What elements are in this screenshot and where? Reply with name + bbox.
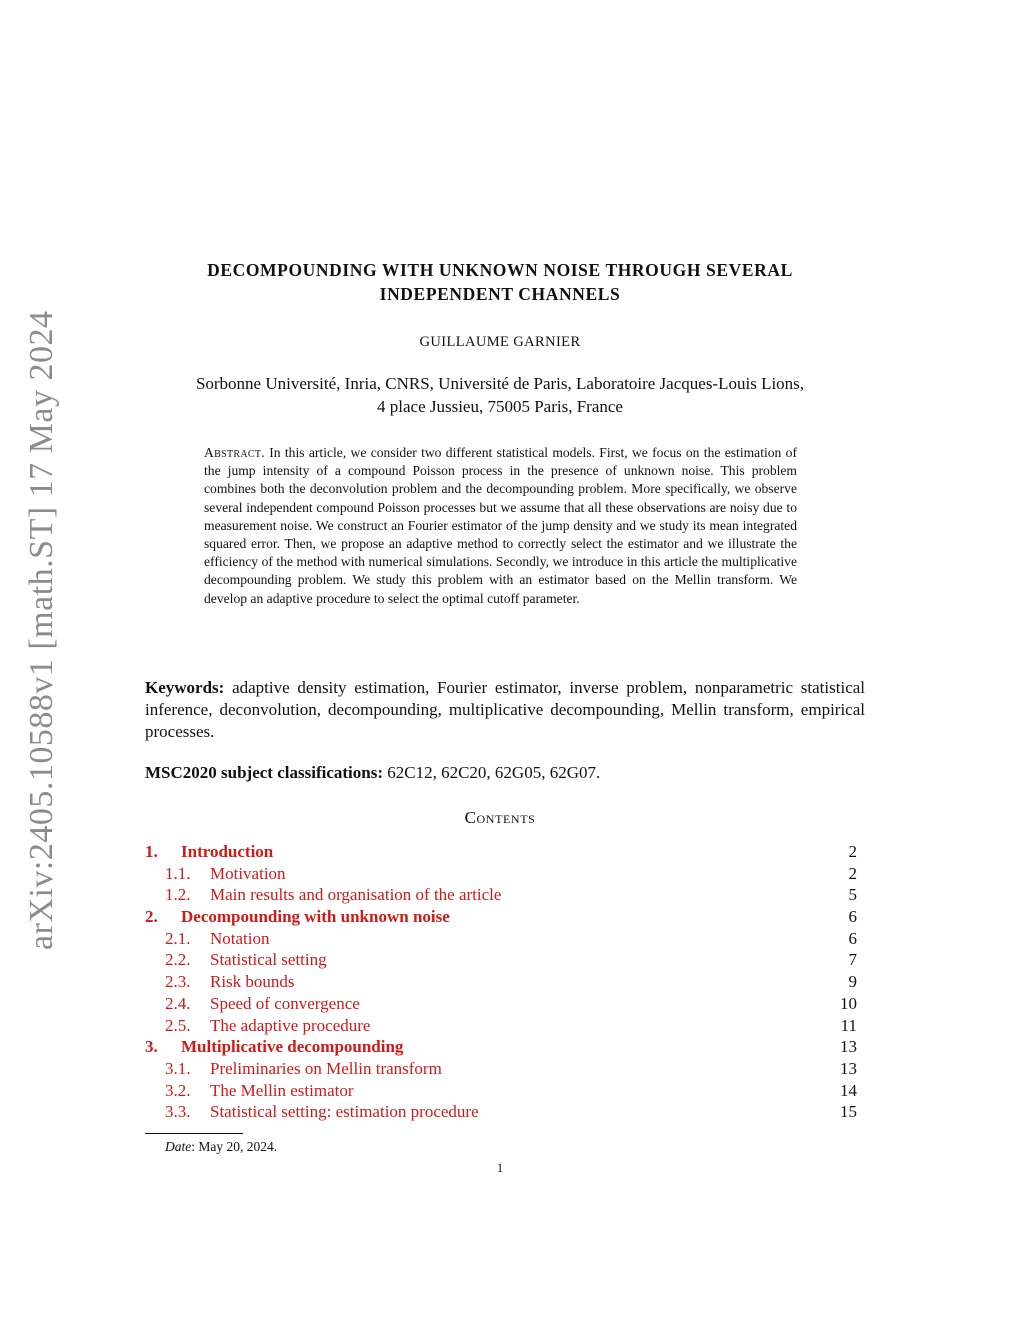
- toc-entry-page: 2: [848, 842, 857, 861]
- keywords-text: adaptive density estimation, Fourier estimator, inverse problem, nonparametric statistical inference, deconvolution, decompounding, multiplicative decompounding, Mellin transform, empirical processes.: [145, 678, 866, 741]
- keywords-label: Keywords:: [145, 678, 225, 697]
- toc-entry-number[interactable]: 2.: [145, 907, 158, 927]
- toc-entry-page: 5: [848, 885, 857, 905]
- paper-title: [140, 258, 860, 306]
- toc-entry-number[interactable]: 3.1.: [165, 1058, 191, 1078]
- toc-entry[interactable]: [145, 1101, 857, 1123]
- footnote-divider: [145, 1133, 243, 1134]
- toc-entry[interactable]: [145, 971, 857, 993]
- toc-entry-number[interactable]: 2.5.: [165, 1015, 191, 1035]
- affiliation-line-2: 4 place Jussieu, 75005 Paris, France: [377, 397, 623, 416]
- toc-entry[interactable]: [145, 1036, 857, 1058]
- footnote-label: Date: [165, 1139, 192, 1154]
- toc-entry-page: 14: [840, 1080, 857, 1100]
- toc-entry-number[interactable]: 3.2.: [165, 1080, 191, 1100]
- toc-entry-number[interactable]: 1.1.: [165, 863, 191, 883]
- toc-entry[interactable]: [145, 1015, 857, 1037]
- toc-entry-number[interactable]: 2.3.: [165, 972, 191, 992]
- toc-entry[interactable]: [145, 884, 857, 906]
- footnote-text: : May 20, 2024.: [191, 1139, 278, 1154]
- toc-entry-page: 7: [848, 950, 857, 970]
- abstract: [204, 444, 797, 608]
- toc-entry-link[interactable]: Main results and organisation of the article: [210, 885, 502, 905]
- toc-entry[interactable]: [145, 841, 857, 863]
- toc-entry-link[interactable]: Preliminaries on Mellin transform: [210, 1058, 442, 1078]
- toc-entry-page: 10: [840, 993, 857, 1013]
- toc-entry-page: 9: [848, 972, 857, 992]
- toc-entry-page: 2: [848, 863, 857, 883]
- affiliation-line-1: Sorbonne Université, Inria, CNRS, Université de Paris, Laboratoire Jacques-Louis Lions,: [195, 374, 805, 393]
- toc-entry-link[interactable]: Introduction: [181, 842, 274, 861]
- toc-entry-page: 13: [840, 1037, 857, 1057]
- contents-heading: Contents: [464, 808, 536, 827]
- arxiv-identifier-stamp: arXiv:2405.10588v1 [math.ST] 17 May 2024: [23, 310, 60, 950]
- page-number: 1: [496, 1161, 504, 1175]
- paper-title-line-2: INDEPENDENT CHANNELS: [379, 284, 621, 304]
- toc-entry-page: 6: [848, 907, 857, 927]
- toc-entry-link[interactable]: Risk bounds: [210, 972, 295, 992]
- toc-entry-number[interactable]: 3.3.: [165, 1102, 191, 1122]
- author-name: GUILLAUME GARNIER: [419, 334, 581, 350]
- toc-entry[interactable]: [145, 906, 857, 928]
- toc-entry-link[interactable]: Decompounding with unknown noise: [181, 907, 450, 927]
- toc-entry-link[interactable]: The Mellin estimator: [210, 1080, 354, 1100]
- toc-entry-link[interactable]: Motivation: [210, 863, 286, 883]
- toc-entry[interactable]: [145, 928, 857, 950]
- toc-entry-link[interactable]: Statistical setting: estimation procedure: [210, 1102, 479, 1122]
- toc-entry-link[interactable]: Notation: [210, 928, 270, 948]
- toc-entry-link[interactable]: Speed of convergence: [210, 993, 360, 1013]
- toc-entry[interactable]: [145, 993, 857, 1015]
- toc-entry-number[interactable]: 2.2.: [165, 950, 191, 970]
- abstract-text: In this article, we consider two different statistical models. First, we focus on the estimation of the jump intensity of a compound Poisson process in the presence of unknown noise. This problem combines both the deconvolution problem and the decompounding problem. More specifically, we observe several independent compound Poisson processes but we assume that all these observations are noisy due to measurement noise. We construct an Fourier estimator of the jump density and we study its mean integrated squared error. Then, we propose an adaptive method to correctly select the estimator and we illustrate the efficiency of the method with numerical simulations. Secondly, we introduce in this article the multiplicative decompounding problem. We study this problem with an estimator based on the Mellin transform. We develop an adaptive procedure to select the optimal cutoff parameter.: [204, 445, 797, 606]
- msc-text: 62C12, 62C20, 62G05, 62G07.: [387, 763, 601, 782]
- msc-classifications: [145, 762, 865, 784]
- toc-entry-number[interactable]: 3.: [145, 1037, 158, 1057]
- affiliation: [120, 372, 880, 418]
- toc-entry-page: 15: [840, 1102, 857, 1122]
- table-of-contents: [145, 841, 857, 1123]
- toc-entry-page: 6: [848, 928, 857, 948]
- toc-entry[interactable]: [145, 863, 857, 885]
- toc-entry[interactable]: [145, 1058, 857, 1080]
- toc-entry-number[interactable]: 1.: [145, 842, 158, 861]
- toc-entry-number[interactable]: 2.1.: [165, 928, 191, 948]
- toc-entry-page: 13: [840, 1058, 857, 1078]
- keywords: [145, 677, 865, 743]
- toc-entry-number[interactable]: 2.4.: [165, 993, 191, 1013]
- toc-entry-link[interactable]: Multiplicative decompounding: [181, 1037, 404, 1057]
- msc-label: MSC2020 subject classifications:: [145, 763, 383, 782]
- toc-entry-link[interactable]: Statistical setting: [210, 950, 327, 970]
- paper-title-line-1: DECOMPOUNDING WITH UNKNOWN NOISE THROUGH SEVERAL: [207, 260, 793, 280]
- toc-entry[interactable]: [145, 949, 857, 971]
- date-footnote: [165, 1139, 277, 1155]
- toc-entry[interactable]: [145, 1080, 857, 1102]
- toc-entry-link[interactable]: The adaptive procedure: [210, 1015, 371, 1035]
- toc-entry-number[interactable]: 1.2.: [165, 885, 191, 905]
- abstract-label: Abstract.: [204, 445, 265, 460]
- toc-entry-page: 11: [840, 1015, 857, 1035]
